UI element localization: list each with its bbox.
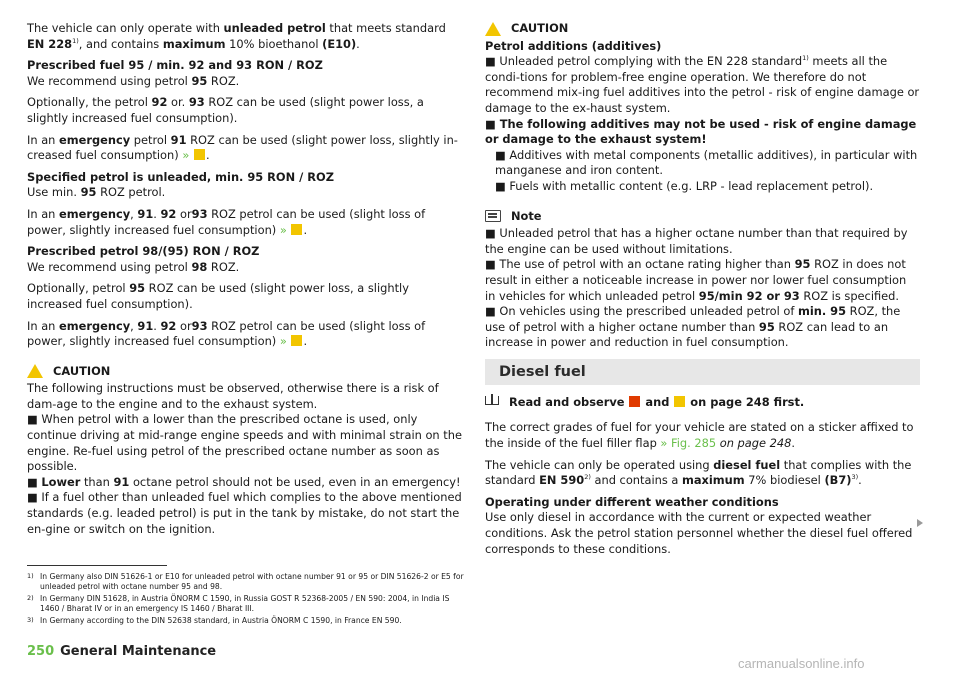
book-icon <box>485 396 499 405</box>
text: 95 <box>758 319 775 334</box>
text: . <box>356 36 360 51</box>
footnote-ref: 2) <box>584 473 591 482</box>
text: 98 <box>191 259 208 274</box>
text: ROZ can be used (slight power loss, a slightly increased fuel consumption). <box>27 281 409 311</box>
text: . <box>205 148 210 163</box>
text: 93 <box>188 95 205 110</box>
caution-body <box>485 39 920 195</box>
text: 93 <box>191 206 208 221</box>
paragraph <box>27 260 462 276</box>
text: ROZ, the use of petrol with a higher octane number than <box>485 304 901 334</box>
subheading-weather: Operating under different weather conditions <box>485 494 779 509</box>
watermark: carmanualsonline.info <box>738 656 865 671</box>
caution-box-header <box>27 364 462 380</box>
paragraph <box>27 207 462 238</box>
text: Optionally, the petrol <box>27 95 152 110</box>
text: or. <box>167 95 189 110</box>
caution-body <box>27 381 462 537</box>
text: In an <box>27 206 60 221</box>
text: 7% biodiesel <box>744 473 825 488</box>
text: 95/min 92 or 93 <box>698 288 800 303</box>
text: EN 590 <box>539 473 585 488</box>
text: ROZ can be used (slight power loss, slightly in-creased fuel consumption) <box>27 132 458 163</box>
footnote <box>27 572 467 592</box>
text: (E10) <box>322 36 357 51</box>
text: . <box>153 318 161 333</box>
text: (B7) <box>824 473 852 488</box>
text: Optionally, petrol <box>27 281 130 296</box>
left-column <box>27 21 462 537</box>
text: , <box>130 318 138 333</box>
paragraph <box>485 420 920 451</box>
text: ROZ. <box>207 73 240 88</box>
paragraph <box>27 281 462 312</box>
paragraph <box>27 185 462 201</box>
text: , <box>130 206 138 221</box>
text: . <box>153 206 161 221</box>
cross-ref-link[interactable]: » <box>182 148 190 163</box>
text: ROZ. <box>207 259 240 274</box>
warning-square-icon[interactable] <box>629 396 640 407</box>
footnote-number: 2) <box>27 594 34 602</box>
text: The following instructions must be observed, otherwise there is a risk of dam-age to the engine and to the exhaust system. <box>27 381 439 411</box>
text: 92 <box>151 95 168 110</box>
note-title: Note <box>511 208 542 223</box>
caution-triangle-icon <box>485 22 501 36</box>
text: ROZ can lead to an increase in power and reduction in fuel consumption. <box>485 319 889 350</box>
text: 91 <box>137 318 154 333</box>
footnote-ref: 1) <box>802 54 809 63</box>
text: 10% bioethanol <box>225 36 323 51</box>
text: diesel fuel <box>713 457 781 472</box>
text: maximum <box>682 473 745 488</box>
text: ■ The use of petrol with an octane rating higher than <box>485 257 795 272</box>
page-number: 250 <box>27 644 55 659</box>
text: unleaded petrol <box>223 21 326 35</box>
text: 92 <box>160 206 177 221</box>
text: 95 <box>191 73 208 88</box>
text: We recommend using petrol <box>27 259 192 274</box>
caution-triangle-icon <box>27 364 43 378</box>
read-observe-line <box>485 395 920 411</box>
warning-square-icon[interactable] <box>194 149 205 160</box>
text: ROZ in does not result in either a noticeable increase in power nor lower fuel consumption in vehicles for which unleaded petrol <box>485 257 907 303</box>
text: on page 248 first. <box>686 394 805 409</box>
text: ■ Unleaded petrol complying with the EN 228 standard <box>485 54 803 69</box>
text: 92 <box>160 318 177 333</box>
text: emergency <box>59 318 131 333</box>
footnote <box>27 616 467 626</box>
list-item: ■ When petrol with a lower than the prescribed octane is used, only continue driving at mid-range engine speeds and with minimal strain on the engine. Re-fuel using petrol of the prescribed octane number as soon as possible. <box>27 412 462 474</box>
text: and contains a <box>590 473 682 488</box>
text: and <box>641 394 674 409</box>
text: EN 228 <box>27 36 73 51</box>
caution-title: CAUTION <box>53 363 111 378</box>
paragraph <box>27 74 462 90</box>
text: or <box>176 206 192 221</box>
text: that meets standard <box>325 21 446 35</box>
footnote-divider <box>27 565 167 566</box>
footnote-number: 3) <box>27 616 34 624</box>
text: The correct grades of fuel for your vehicle are stated on a sticker affixed to the inside of the fuel filler flap <box>485 420 914 451</box>
text: . <box>303 334 308 349</box>
warning-square-icon[interactable] <box>674 396 685 407</box>
text: maximum <box>162 36 226 51</box>
footnote-ref: 1) <box>72 36 79 45</box>
text: or <box>176 318 192 333</box>
cross-ref-link[interactable]: » <box>279 222 287 237</box>
text: ROZ is specified. <box>799 288 900 303</box>
text: min. 95 <box>798 304 847 319</box>
chapter-title: General Maintenance <box>60 644 217 659</box>
text: Use min. <box>27 185 81 200</box>
list-item <box>485 257 920 304</box>
paragraph <box>27 95 462 126</box>
list-item: ■ Unleaded petrol that has a higher octane number than that required by the engine can be used without limitations. <box>485 226 908 256</box>
caution-title: CAUTION <box>511 21 569 35</box>
text: ROZ petrol can be used (slight loss of power, slightly increased fuel consumption) <box>27 206 426 237</box>
text: ROZ petrol can be used (slight loss of power, slightly increased fuel consumption) <box>27 318 426 349</box>
warning-square-icon[interactable] <box>291 335 302 346</box>
footnote-text: In Germany DIN 51628, in Austria ÖNORM C 1590, in Russia GOST R 52368-2005 / EN 590: 2004, in India IS 1460 / Bharat IV or in an emergency IS 1460 / Bharat III. <box>40 594 450 613</box>
text: In an <box>27 132 60 147</box>
warning-square-icon[interactable] <box>291 224 302 235</box>
sub-list-item: ■ Additives with metal components (metallic additives), in particular with manganese and iron content. <box>495 147 918 178</box>
text: octane petrol should not be used, even in an emergency! <box>129 474 461 489</box>
text: We recommend using petrol <box>27 73 192 88</box>
list-item <box>485 54 920 116</box>
text: 91 <box>113 474 130 489</box>
list-item <box>485 304 920 351</box>
footnote <box>27 594 467 614</box>
text: 95 <box>794 257 811 272</box>
footnote-text: In Germany according to the DIN 52638 standard, in Austria ÖNORM C 1590, in France EN 590. <box>40 616 402 625</box>
right-column <box>485 21 920 557</box>
text: 91 <box>170 132 187 147</box>
intro-paragraph <box>27 21 462 52</box>
text: meets all the condi-tions for problem-free engine operation. We therefore do not recommend mix-ing fuel additives into the petrol - risk of engine damage or damage to the ex-haust system. <box>485 54 920 115</box>
text: ROZ petrol. <box>96 185 166 200</box>
caution-box-header <box>485 21 920 37</box>
footnote-text: In Germany also DIN 51626-1 or E10 for unleaded petrol with octane number 91 or 95 or DIN 51626-2 or E5 for unleaded petrol with octane number 95 and 98. <box>40 572 464 591</box>
text: The vehicle can only be operated using <box>485 457 714 472</box>
paragraph <box>27 319 462 350</box>
text: that complies with the standard <box>485 457 912 488</box>
note-box-header <box>485 209 920 225</box>
footnotes <box>27 572 467 628</box>
figure-link[interactable]: » Fig. 285 <box>660 436 717 451</box>
text: on page 248 <box>716 436 792 451</box>
text: than <box>80 474 114 489</box>
paragraph: Use only diesel in accordance with the current or expected weather conditions. Ask the petrol station personnel whether the diesel fuel offered corresponds to these conditions. <box>485 510 913 556</box>
paragraph <box>485 458 920 489</box>
text: ■ On vehicles using the prescribed unleaded petrol of <box>485 304 798 319</box>
text: 95 <box>80 185 97 200</box>
text: emergency <box>59 206 131 221</box>
footnote-number: 1) <box>27 572 34 580</box>
text: Lower <box>41 474 81 489</box>
text: The vehicle can only operate with <box>27 21 224 35</box>
heading-98: Prescribed petrol 98/(95) RON / ROZ <box>27 244 260 259</box>
heading-unleaded: Specified petrol is unleaded, min. 95 RON / ROZ <box>27 169 334 184</box>
text: ROZ can be used (slight power loss, a slightly increased fuel consumption). <box>27 95 424 125</box>
continue-arrow-icon <box>917 519 923 527</box>
text: In an <box>27 318 60 333</box>
text: 91 <box>137 206 154 221</box>
sub-list-item: ■ Fuels with metallic content (e.g. LRP - lead replacement petrol). <box>495 178 874 193</box>
footnote-ref: 3) <box>851 473 859 482</box>
text: , and contains <box>78 36 163 51</box>
section-title: Diesel fuel <box>485 359 920 385</box>
list-item: ■ If a fuel other than unleaded fuel which complies to the above mentioned standards (e.g. leaded petrol) is put in the tank by mistake, do not start the en-gine or switch on the ignition. <box>27 490 462 536</box>
list-item <box>27 475 462 491</box>
text: . <box>858 473 862 488</box>
text: petrol <box>130 132 171 147</box>
text: Read and observe <box>509 394 629 409</box>
cross-ref-link[interactable]: » <box>279 334 287 349</box>
text: ■ <box>27 474 42 489</box>
caution-subheading: Petrol additions (additives) <box>485 38 662 53</box>
text: 93 <box>191 318 208 333</box>
page-footer <box>27 644 216 660</box>
paragraph <box>27 133 462 164</box>
list-item: ■ The following additives may not be used - risk of engine damage or damage to the exhaust system! <box>485 116 917 147</box>
heading-95: Prescribed fuel 95 / min. 92 and 93 RON / ROZ <box>27 58 323 73</box>
text: emergency <box>59 132 131 147</box>
text: . <box>303 222 308 237</box>
text: . <box>791 436 795 451</box>
note-body <box>485 226 920 351</box>
text: 95 <box>129 281 146 296</box>
note-icon <box>485 210 501 222</box>
